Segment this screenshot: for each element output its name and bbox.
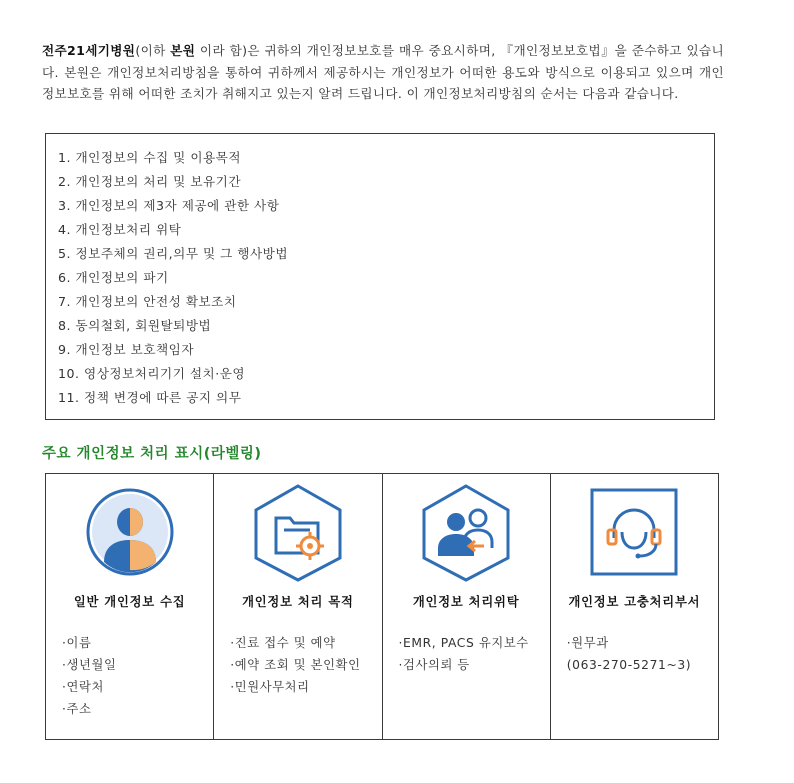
card-item: ·생년월일 [62, 658, 117, 672]
toc-item: 1. 개인정보의 수집 및 이용목적 [58, 150, 242, 165]
card-title: 일반 개인정보 수집 [73, 595, 186, 609]
hospital-short-name: 본원 [170, 43, 196, 58]
toc-item: 7. 개인정보의 안전성 확보조치 [58, 294, 237, 309]
toc-item: 3. 개인정보의 제3자 제공에 관한 사항 [58, 198, 280, 213]
toc-item: 6. 개인정보의 파기 [58, 270, 169, 285]
toc-item: 9. 개인정보 보호책임자 [58, 342, 195, 357]
toc-item: 11. 정책 변경에 따른 공지 의무 [58, 390, 242, 405]
card-item: ·원무과 [566, 636, 609, 650]
toc-item: 4. 개인정보처리 위탁 [58, 222, 182, 237]
card-item: ·예약 조회 및 본인확인 [230, 658, 361, 672]
card-item: ·민원사무처리 [230, 680, 310, 694]
card-item: (063-270-5271~3) [566, 658, 692, 672]
toc-item: 5. 정보주체의 권리,의무 및 그 행사방법 [58, 246, 289, 261]
card-title: 개인정보 처리 목적 [242, 595, 354, 609]
table-of-contents [45, 133, 715, 420]
card-item: ·검사의뢰 등 [398, 658, 470, 672]
headset-agent-icon [584, 482, 684, 582]
label-card-outsourcing [383, 474, 551, 739]
intro-paragraph [42, 40, 724, 105]
toc-item: 10. 영상정보처리기기 설치·운영 [58, 366, 246, 381]
card-item: ·진료 접수 및 예약 [230, 636, 336, 650]
label-card-purpose [214, 474, 382, 739]
card-item: ·EMR, PACS 유지보수 [398, 636, 529, 650]
card-item: ·연락처 [62, 680, 104, 694]
intro-part1: (이하 [135, 43, 171, 58]
toc-item: 2. 개인정보의 처리 및 보유기간 [58, 174, 242, 189]
people-transfer-icon [416, 482, 516, 582]
label-card-complaints [551, 474, 718, 739]
hospital-name: 전주21세기병원 [42, 43, 136, 58]
folder-target-icon [248, 482, 348, 582]
card-item: ·이름 [62, 636, 92, 650]
person-silhouette-icon [80, 482, 180, 582]
card-item: ·주소 [62, 702, 92, 716]
card-title: 개인정보 고충처리부서 [568, 595, 701, 609]
labeling-cards [45, 473, 719, 740]
labeling-title: 주요 개인정보 처리 표시(라벨링) [42, 446, 262, 462]
label-card-collection [46, 474, 214, 739]
intro-part2: 이라 함)은 귀하의 개인정보보호를 매우 중요시하며, 『개인정보보호법』을 준수하고 있습니다. 본원은 개인정보처리방침을 통하여 귀하께서 제공하시는 개인정보가 어떠한 용도와 방식으로 이용되고 있으며 개인정보보호를 위해 어떠한 조치가 취해지고 있는지 알려 드립니다. 이 개인정보처리방침의 순서는 다음과 같습니다. [42, 43, 724, 101]
toc-item: 8. 동의철회, 회원탈퇴방법 [58, 318, 212, 333]
card-title: 개인정보 처리위탁 [412, 595, 520, 609]
